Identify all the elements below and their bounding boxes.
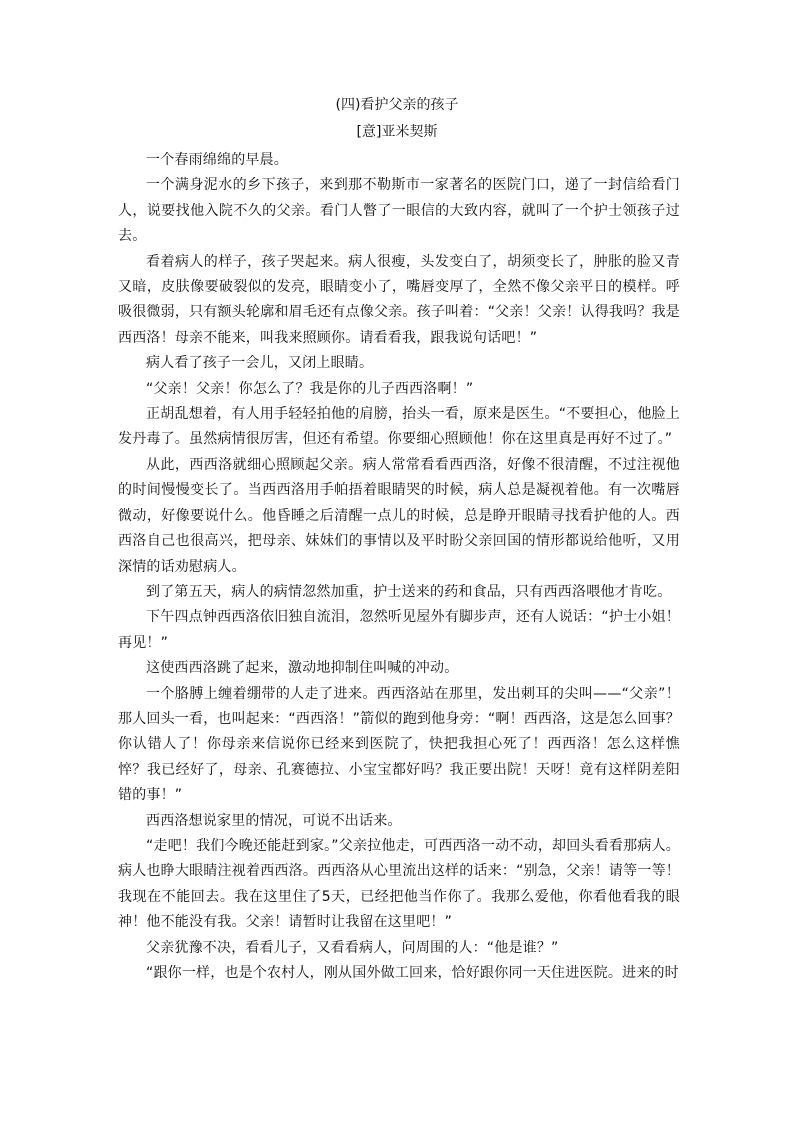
paragraph: “走吧！我们今晚还能赶到家。”父亲拉他走，可西西洛一动不动，却回头看看那病人。病人也睁大眼睛注视着西西洛。西西洛从心里流出这样的话来：“别急，父亲！请等一等！我现在不能回去。我在这里住了5天，已经把他当作你了。我那么爱他，你看他看我的眼神！他不能没有我。父亲！请暂时让我留在这里吧！” — [118, 837, 680, 931]
paragraph: 一个春雨绵绵的早晨。 — [146, 152, 288, 168]
paragraph: 一个胳膊上缠着绷带的人走了进来。西西洛站在那里，发出刺耳的尖叫——“父亲”！那人回头一看，也叫起来：“西西洛！”箭似的跑到他身旁：“啊！西西洛，这是怎么回事？你认错人了！你母亲来信说你已经来到医院了，快把我担心死了！西西洛！怎么这样憔悴？我已经好了，母亲、孔赛德拉、小宝宝都好吗？我正要出院！天呀！竟有这样阴差阳错的事！” — [118, 685, 680, 804]
paragraph: “跟你一样，也是个农村人，刚从国外做工回来，恰好跟你同一天住进医院。进来的时 — [146, 965, 679, 981]
paragraph: 看着病人的样子，孩子哭起来。病人很瘦，头发变白了，胡须变长了，肿胀的脸又青又暗，皮肤像要破裂似的发亮，眼睛变小了，嘴唇变厚了，全然不像父亲平日的模样。呼吸很微弱，只有额头轮廓和眉毛还有点像父亲。孩子叫着：“父亲！父亲！认得我吗？我是西西洛！母亲不能来，叫我来照顾你。请看看我，跟我说句话吧！” — [118, 253, 680, 346]
paragraph: 这使西西洛跳了起来，激动地抑制住叫喊的冲动。 — [146, 660, 459, 677]
paragraph: 西西洛想说家里的情况，可说不出话来。 — [146, 812, 402, 829]
paragraph: “父亲！父亲！你怎么了？我是你的儿子西西洛啊！” — [146, 380, 474, 397]
document-author: [意]亚米契斯 — [356, 124, 438, 140]
paragraph: 到了第五天，病人的病情忽然加重，护士送来的药和食品，只有西西洛喂他才肯吃。 — [146, 583, 672, 600]
paragraph: 下午四点钟西西洛依旧独自流泪，忽然听见屋外有脚步声，还有人说话：“护士小姐！再见！” — [118, 609, 680, 651]
document-body — [118, 148, 680, 986]
paragraph: 从此，西西洛就细心照顾起父亲。病人常常看看西西洛，好像不很清醒，不过注视他的时间慢慢变长了。当西西洛用手帕捂着眼睛哭的时候，病人总是凝视着他。有一次嘴唇微动，好像要说什么。他昏睡之后清醒一点儿的时候，总是睁开眼睛寻找看护他的人。西西洛自己也很高兴，把母亲、妹妹们的事情以及平时盼父亲回国的情形都说给他听，又用深情的话劝慰病人。 — [118, 456, 680, 575]
paragraph: 一个满身泥水的乡下孩子，来到那不勒斯市一家著名的医院门口，递了一封信给看门人，说要找他入院不久的父亲。看门人瞥了一眼信的大致内容，就叫了一个护士领孩子过去。 — [118, 177, 680, 245]
paragraph: 父亲犹豫不决，看看儿子，又看看病人，问周围的人：“他是谁？” — [146, 939, 559, 956]
paragraph: 正胡乱想着，有人用手轻轻拍他的肩膀，抬头一看，原来是医生。“不要担心，他脸上发丹毒了。虽然病情很厉害，但还有希望。你要细心照顾他！你在这里真是再好不过了。” — [118, 406, 680, 448]
paragraph: 病人看了孩子一会儿，又闭上眼睛。 — [146, 355, 374, 372]
document-title: (四)看护父亲的孩子 — [335, 97, 459, 113]
